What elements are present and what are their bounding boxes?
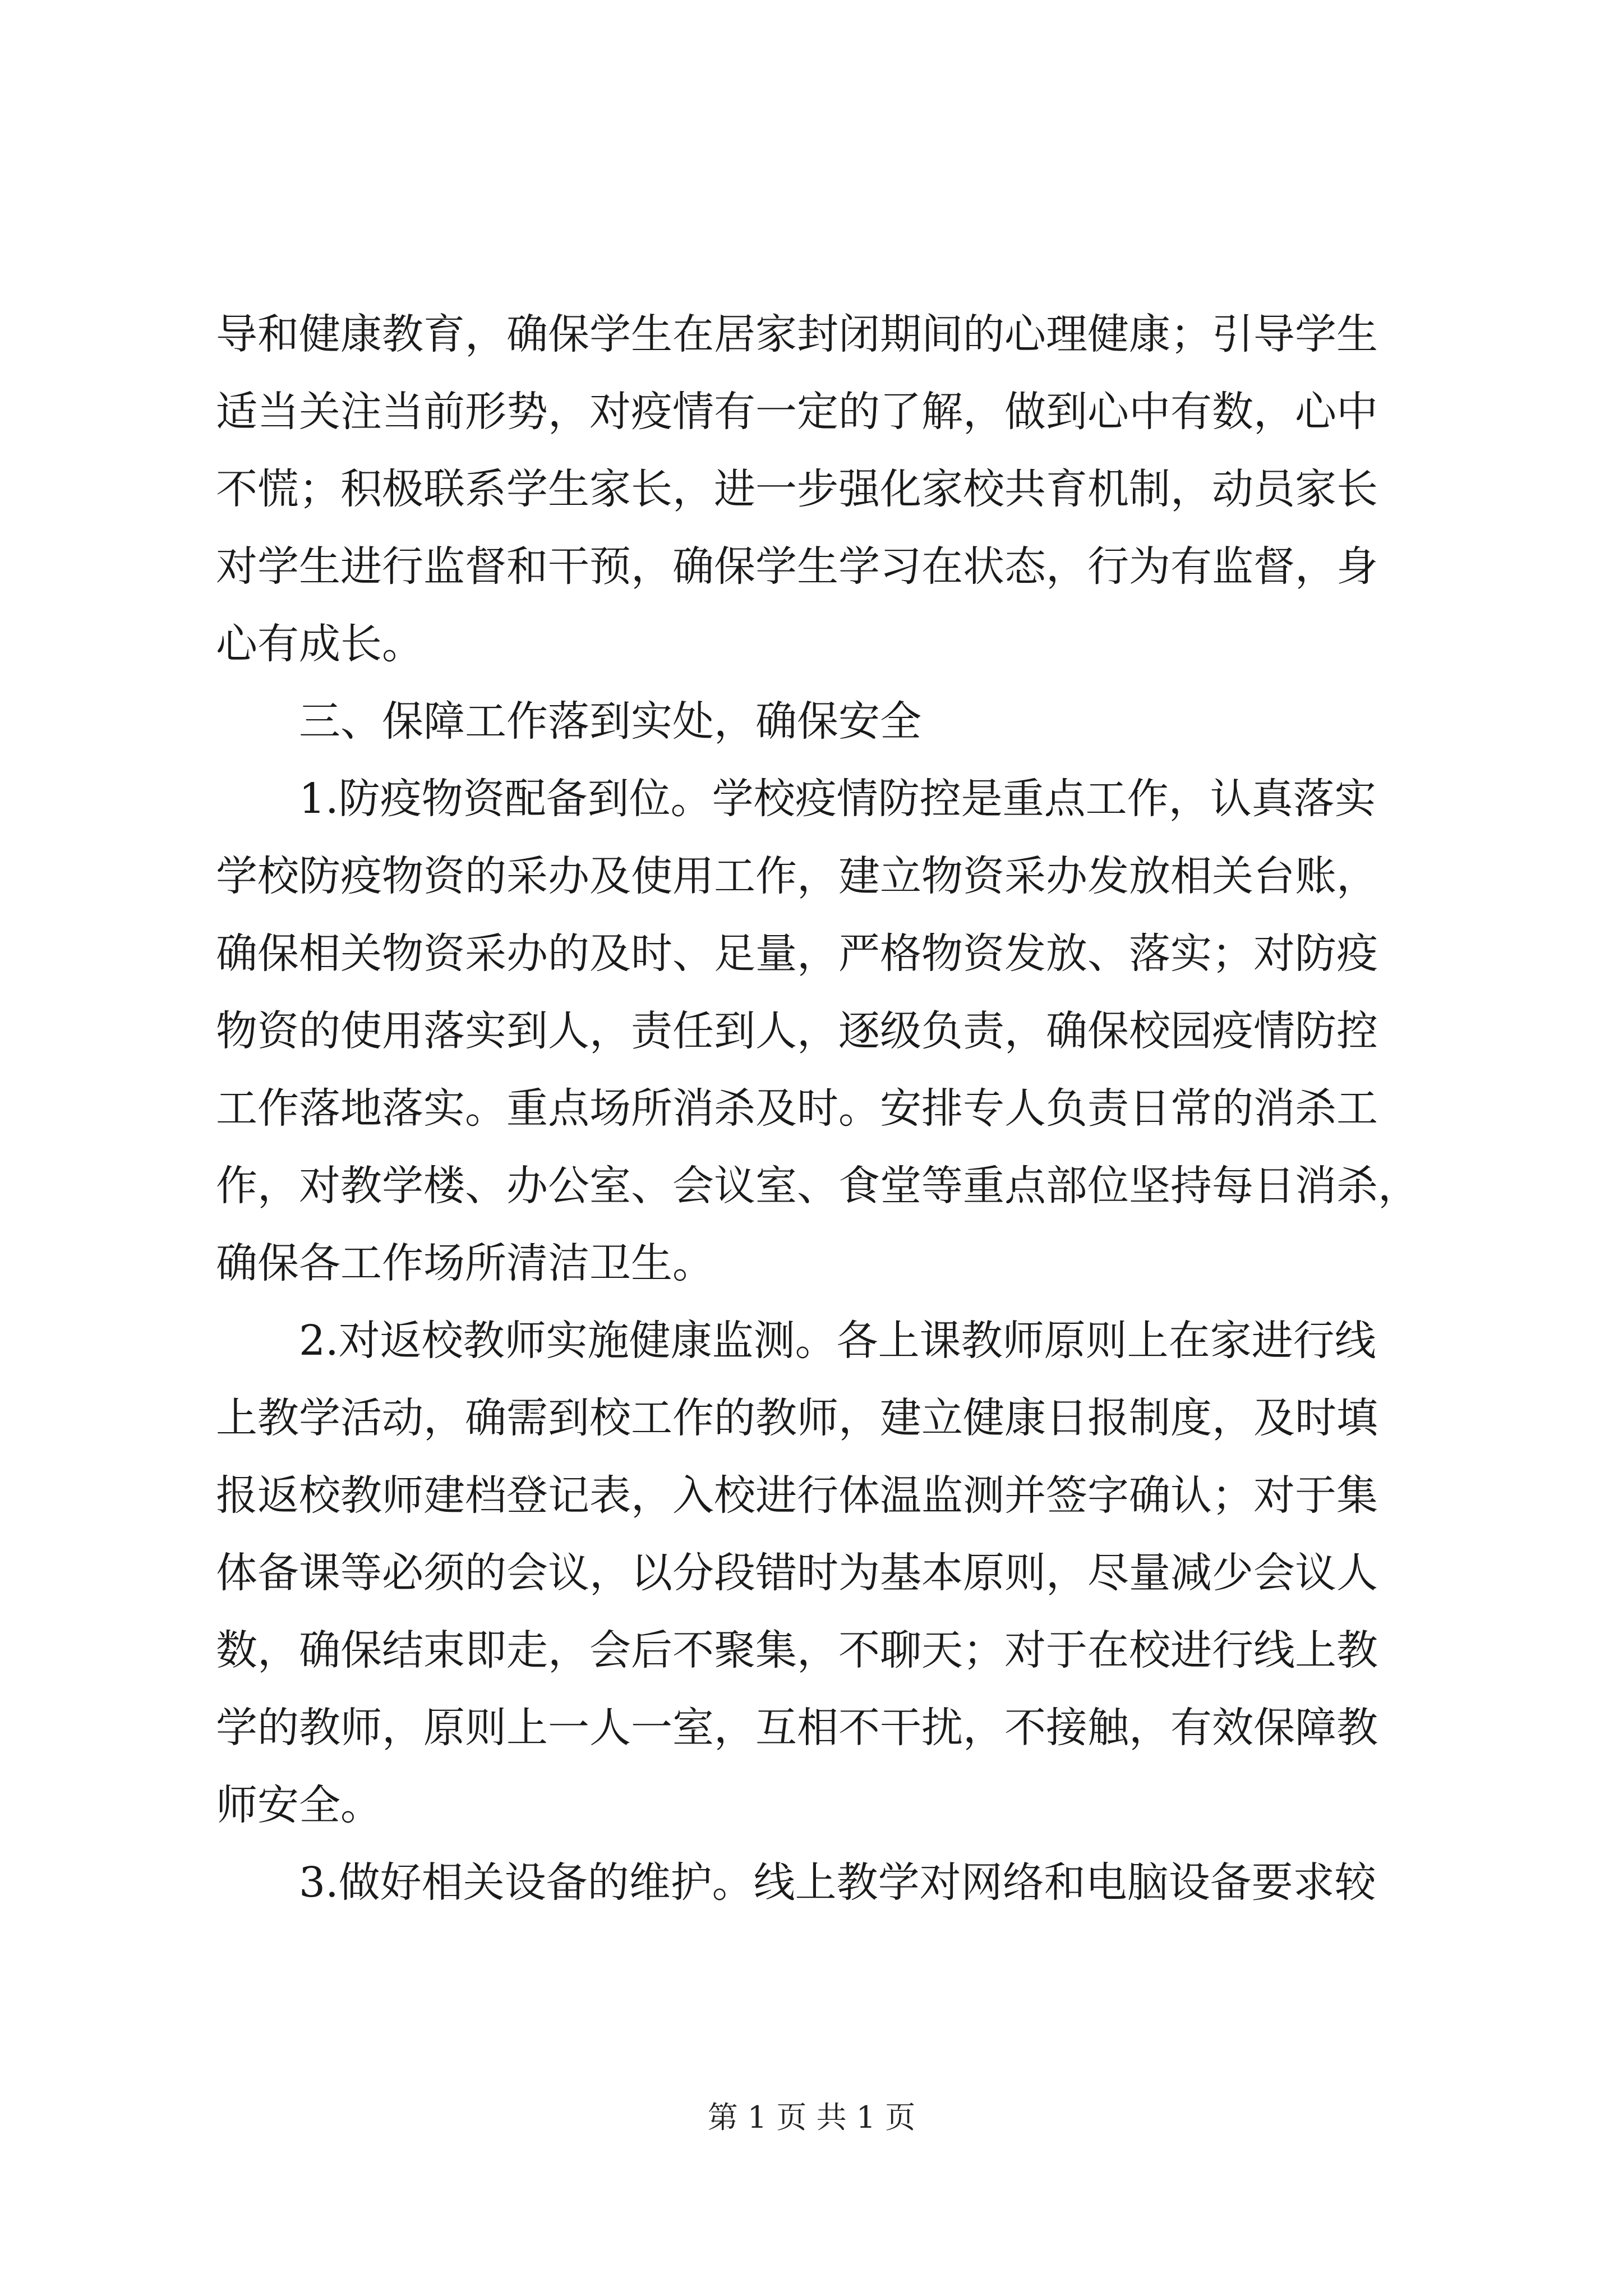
text-line: 不慌；积极联系学生家长，进一步强化家校共育机制，动员家长 [216,465,1378,513]
text-line: 数，确保结束即走，会后不聚集，不聊天；对于在校进行线上教 [216,1626,1378,1674]
text-line: 导和健康教育，确保学生在居家封闭期间的心理健康；引导学生 [216,310,1378,358]
document-body [216,296,1419,1921]
section-heading: 三、保障工作落到实处，确保安全 [299,697,921,746]
text-line: 体备课等必须的会议，以分段错时为基本原则，尽量减少会议人 [216,1549,1378,1597]
text-line: 作，对教学楼、办公室、会议室、食堂等重点部位坚持每日消杀， [216,1162,1419,1210]
text-line: 学的教师，原则上一人一室，互相不干扰，不接触，有效保障教 [216,1704,1378,1752]
text-line: 适当关注当前形势，对疫情有一定的了解，做到心中有数，心中 [216,388,1378,436]
text-line: 师安全。 [216,1781,382,1829]
text-line: 确保各工作场所清洁卫生。 [216,1239,714,1287]
page-number-footer: 第 1 页 共 1 页 [707,2100,916,2135]
text-line: 物资的使用落实到人，责任到人，逐级负责，确保校园疫情防控 [216,1007,1378,1055]
text-line: 1.防疫物资配备到位。学校疫情防控是重点工作，认真落实 [299,775,1376,823]
text-line: 工作落地落实。重点场所消杀及时。安排专人负责日常的消杀工 [216,1084,1378,1133]
text-line: 上教学活动，确需到校工作的教师，建立健康日报制度，及时填 [216,1394,1378,1442]
text-line: 2.对返校教师实施健康监测。各上课教师原则上在家进行线 [299,1317,1376,1365]
text-line: 3.做好相关设备的维护。线上教学对网络和电脑设备要求较 [299,1858,1376,1907]
text-line: 确保相关物资采办的及时、足量，严格物资发放、落实；对防疫 [216,930,1378,978]
text-line: 报返校教师建档登记表，入校进行体温监测并签字确认；对于集 [216,1471,1378,1520]
text-line: 对学生进行监督和干预，确保学生学习在状态，行为有监督，身 [216,542,1378,591]
text-line: 学校防疫物资的采办及使用工作，建立物资采办发放相关台账， [216,852,1378,900]
text-line: 心有成长。 [216,620,423,668]
